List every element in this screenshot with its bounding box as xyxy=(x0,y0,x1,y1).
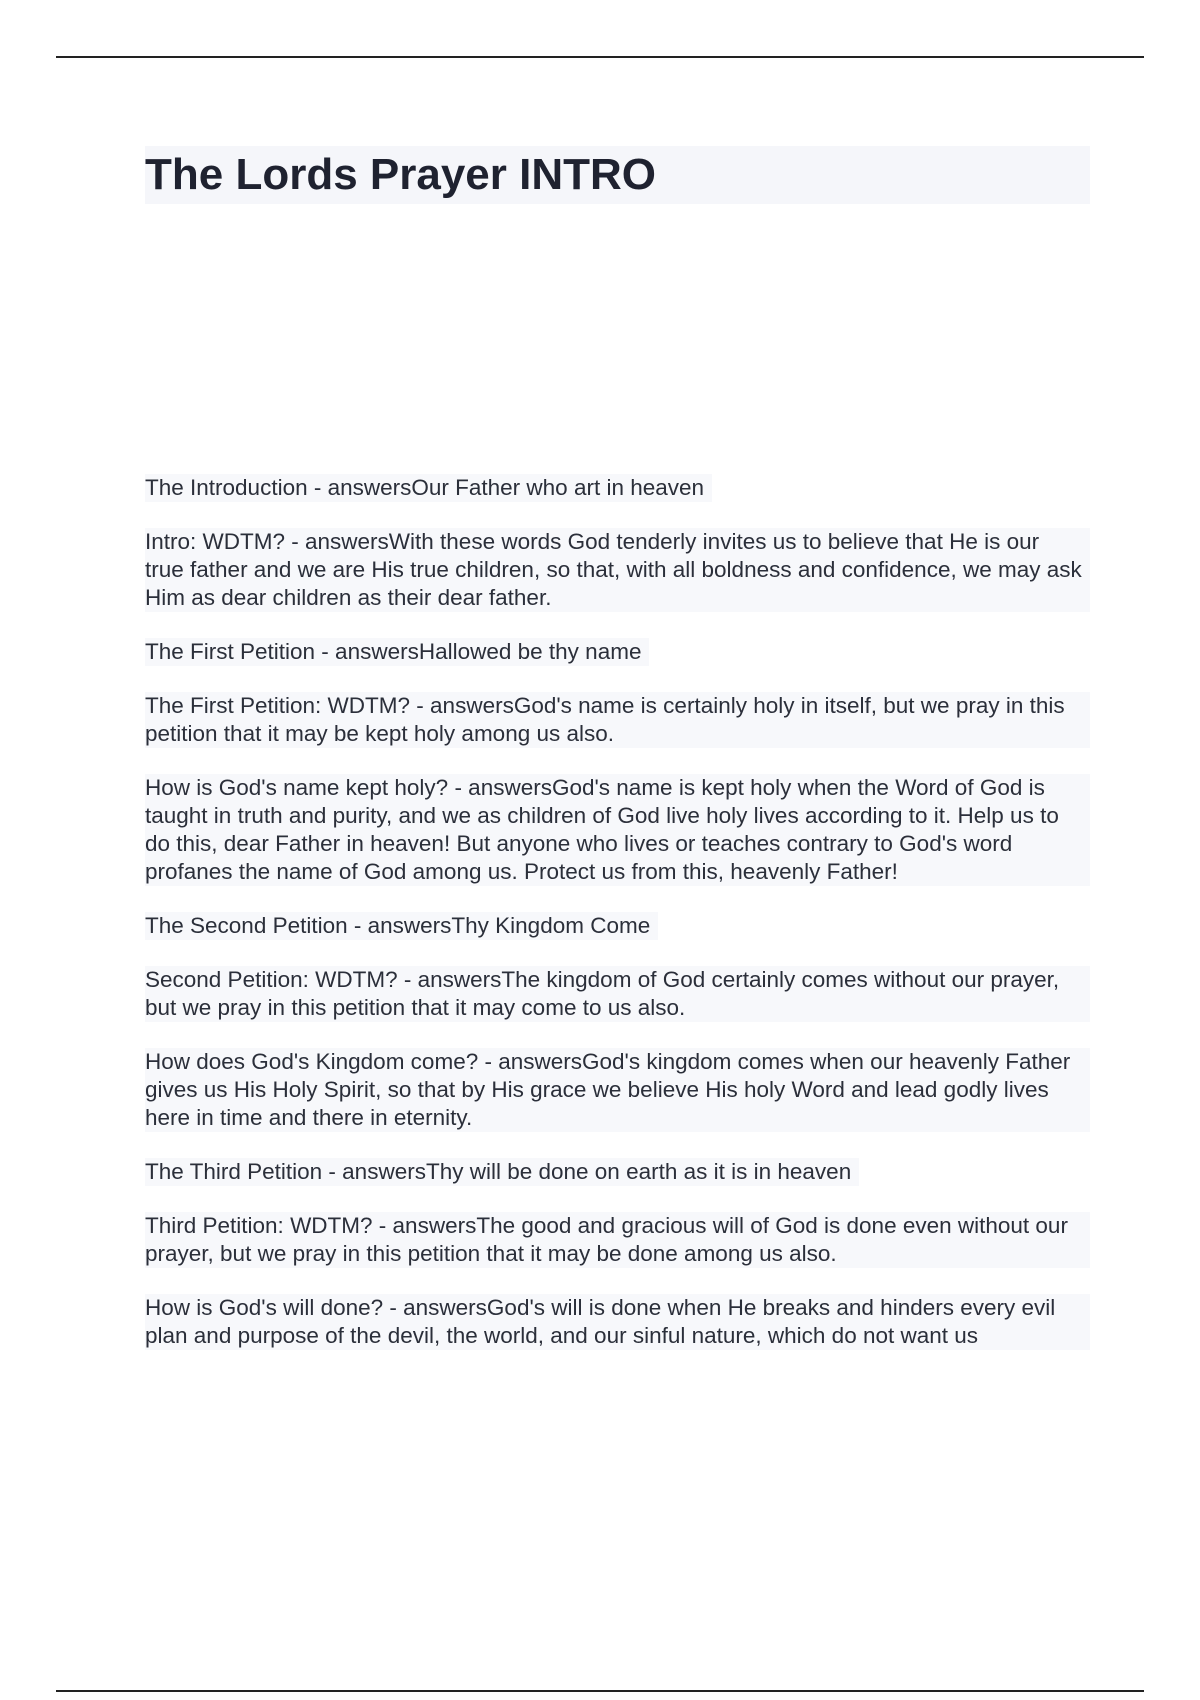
document-body xyxy=(145,146,1090,1348)
qa-item-name-kept-holy: How is God's name kept holy? - answersGod's name is kept holy when the Word of God is taught in truth and purity, and we as children of God live holy lives according to it. Help us to do this, dear Father in heaven! But anyone who lives or teaches contrary to God's word profanes the name of God among us. Protect us from this, heavenly Father! xyxy=(145,774,1090,886)
qa-item-introduction: The Introduction - answersOur Father who art in heaven xyxy=(145,474,712,502)
document-title: The Lords Prayer INTRO xyxy=(145,150,657,199)
title-block xyxy=(145,146,1090,204)
qa-item-intro-wdtm: Intro: WDTM? - answersWith these words God tenderly invites us to believe that He is our true father and we are His true children, so that, with all boldness and confidence, we may ask Him as dear children as their dear father. xyxy=(145,528,1090,612)
qa-item-second-petition-wdtm: Second Petition: WDTM? - answersThe kingdom of God certainly comes without our prayer, but we pray in this petition that it may come to us also. xyxy=(145,966,1090,1022)
qa-item-first-petition: The First Petition - answersHallowed be thy name xyxy=(145,638,649,666)
top-rule xyxy=(56,56,1144,58)
qa-item-third-petition: The Third Petition - answersThy will be done on earth as it is in heaven xyxy=(145,1158,859,1186)
qa-item-kingdom-come: How does God's Kingdom come? - answersGod's kingdom comes when our heavenly Father gives us His Holy Spirit, so that by His grace we believe His holy Word and lead godly lives here in time and there in eternity. xyxy=(145,1048,1090,1132)
qa-item-first-petition-wdtm: The First Petition: WDTM? - answersGod's name is certainly holy in itself, but we pray in this petition that it may be kept holy among us also. xyxy=(145,692,1090,748)
qa-item-third-petition-wdtm: Third Petition: WDTM? - answersThe good and gracious will of God is done even without our prayer, but we pray in this petition that it may be done among us also. xyxy=(145,1212,1090,1268)
qa-list xyxy=(145,474,1090,1376)
qa-item-will-done: How is God's will done? - answersGod's will is done when He breaks and hinders every evil plan and purpose of the devil, the world, and our sinful nature, which do not want us xyxy=(145,1294,1090,1350)
bottom-rule xyxy=(56,1690,1144,1692)
qa-item-second-petition: The Second Petition - answersThy Kingdom Come xyxy=(145,912,658,940)
